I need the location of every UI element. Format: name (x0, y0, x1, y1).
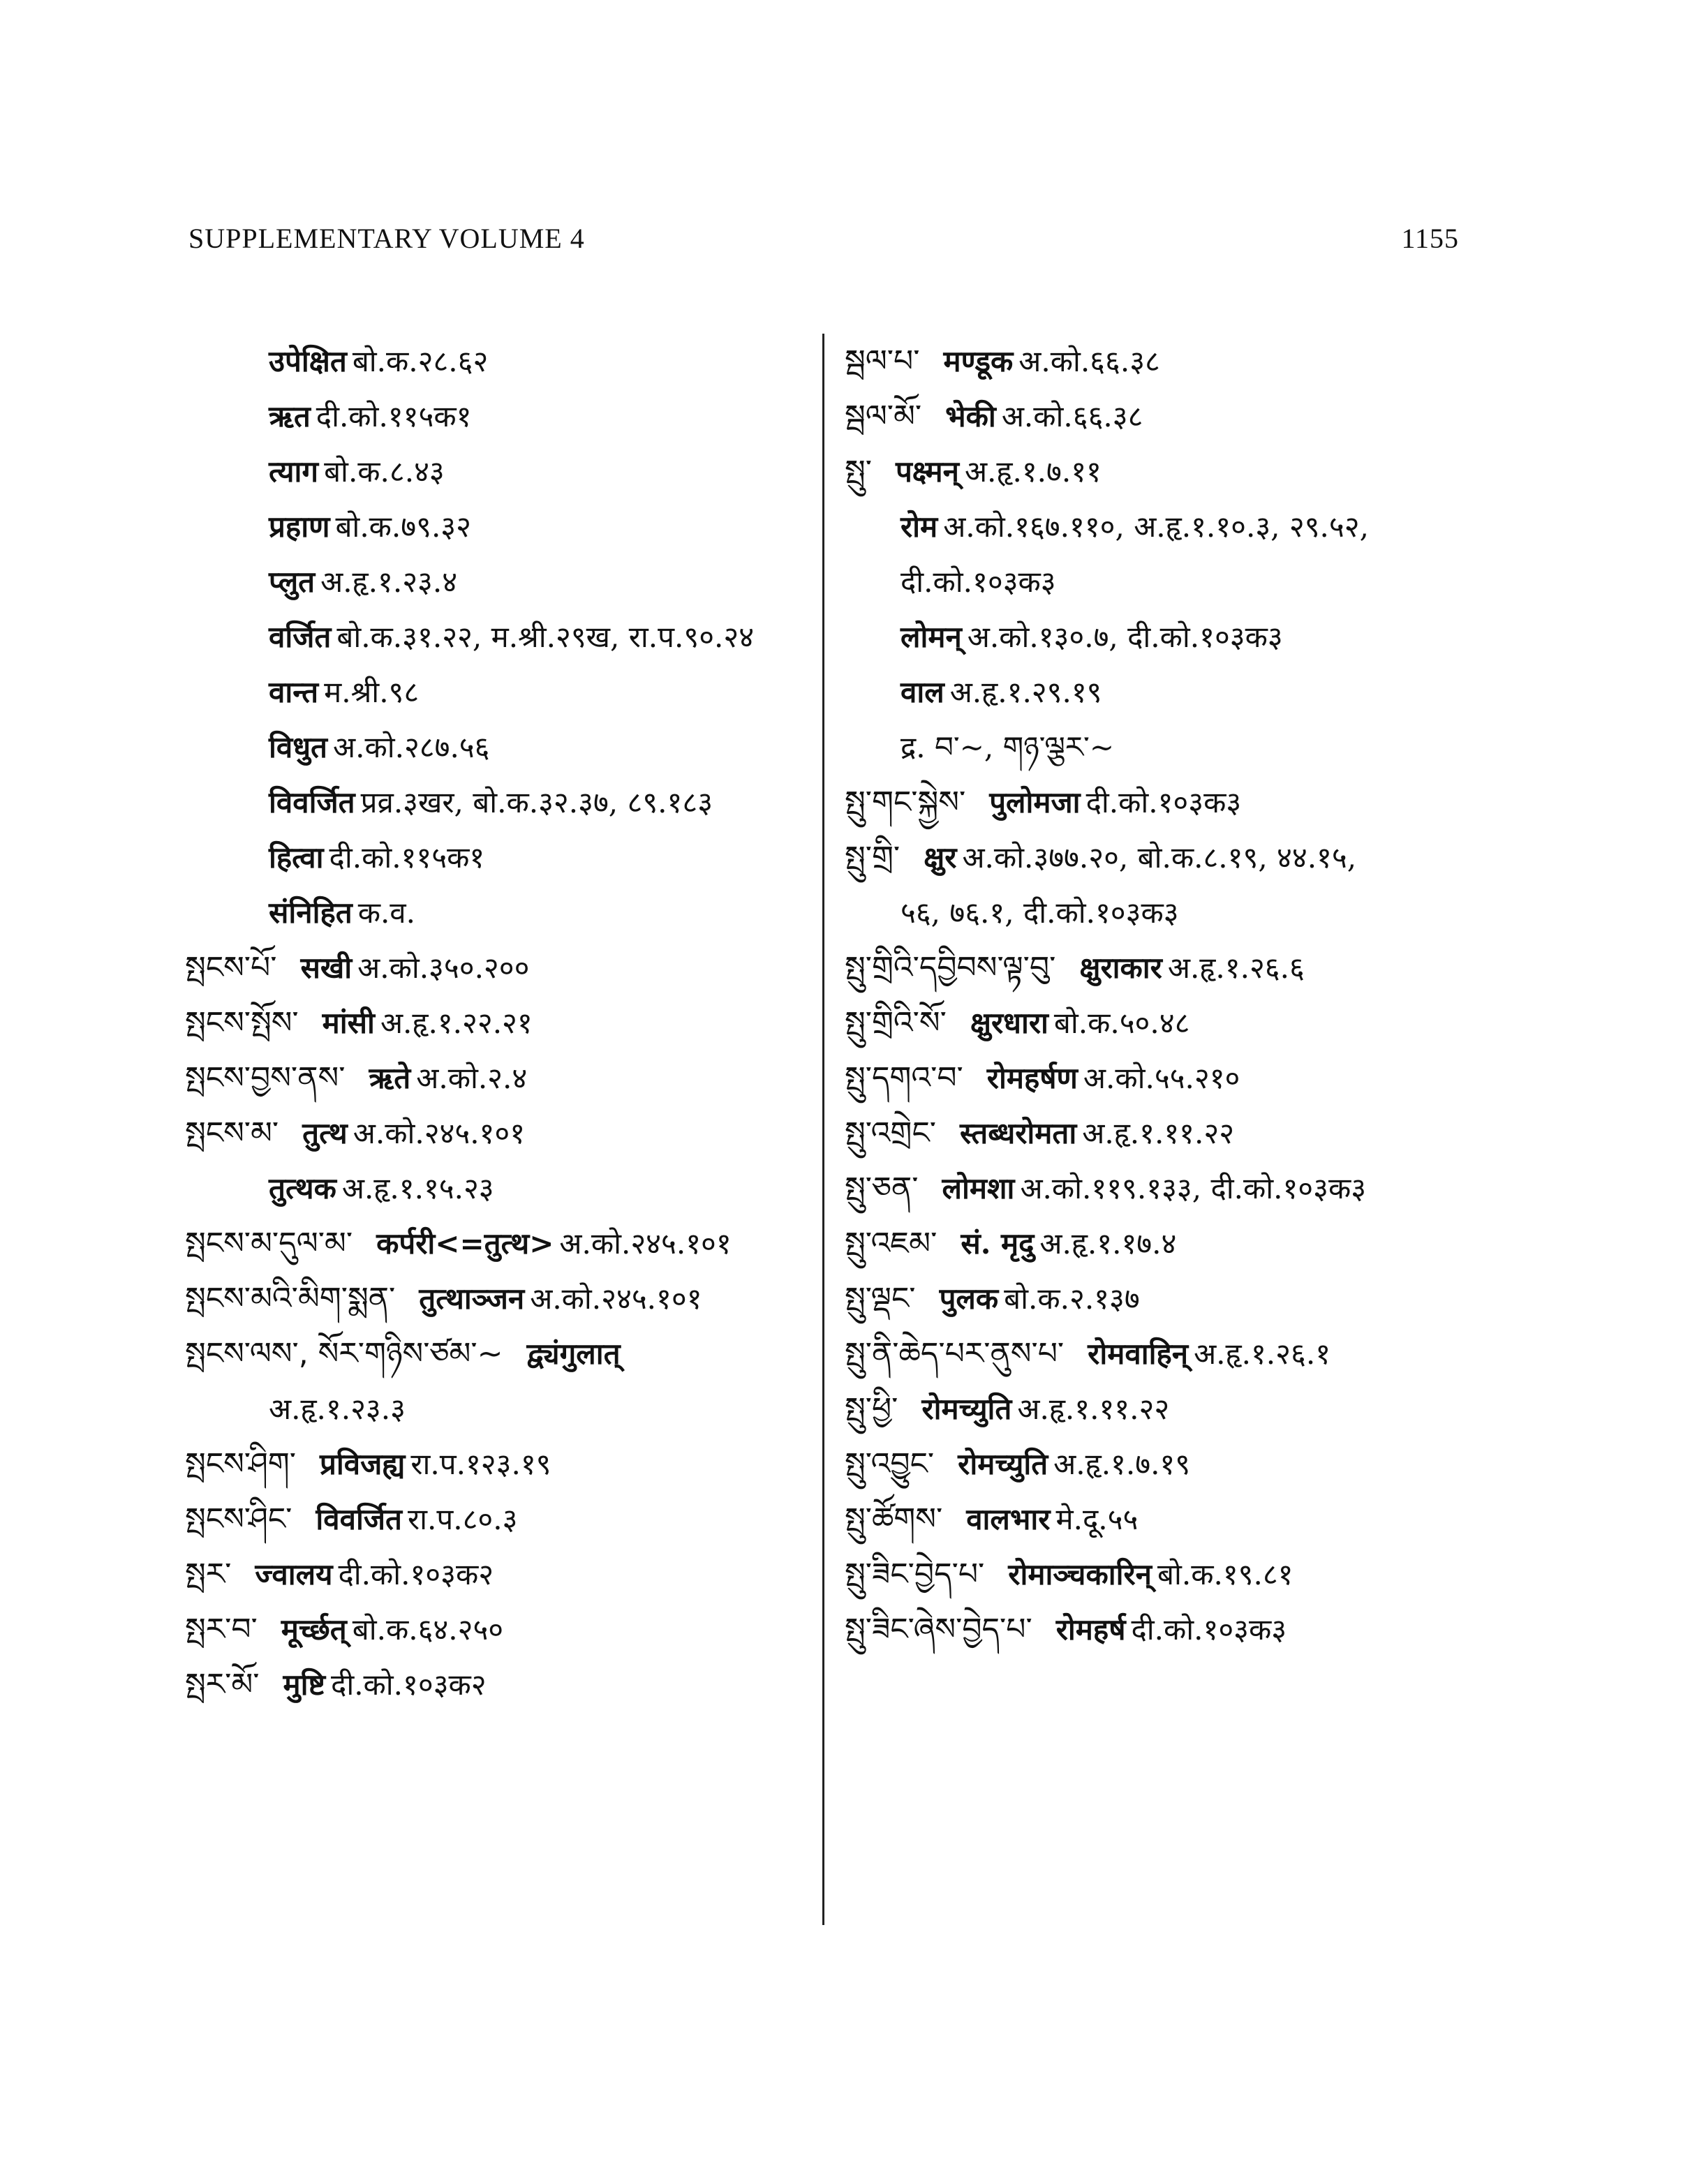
source-reference: दी.को.१०३क२ (331, 1667, 487, 1702)
dictionary-entry (185, 389, 813, 444)
sanskrit-equivalent: पक्ष्मन् (895, 454, 959, 489)
sanskrit-equivalent: प्रहाण (269, 510, 330, 544)
dictionary-entry (185, 1271, 813, 1326)
dictionary-entry (845, 1106, 1459, 1161)
sanskrit-equivalent: सं. मृदु (961, 1226, 1035, 1261)
source-reference: बो.क.२८.६२ (352, 344, 489, 378)
sanskrit-equivalent: सखी (300, 951, 353, 985)
tibetan-headword: སྤངས་མ་དུལ་མ་ (185, 1226, 353, 1261)
source-reference: अ.को.२४५.१०१ (559, 1226, 732, 1261)
sanskrit-equivalent: विवर्जित (269, 785, 355, 819)
tibetan-headword: སྤར་བ་ (185, 1612, 258, 1647)
tibetan-headword: སྤུ་འཇམ་ (845, 1226, 937, 1261)
tibetan-headword: སྤུ་ཕྱི་ (845, 1391, 898, 1427)
tibetan-headword: སྤངས་བྱས་ནས་ (185, 1060, 346, 1096)
page-number: 1155 (1401, 223, 1459, 254)
dictionary-entry (185, 554, 813, 609)
dictionary-entry (185, 609, 813, 664)
dictionary-entry (185, 1602, 813, 1657)
source-reference: अ.हृ.१.११.२२ (1082, 1116, 1235, 1150)
tibetan-headword: སྦལ་མོ་ (845, 399, 922, 434)
tibetan-headword: སྦལ་པ་ (845, 343, 920, 379)
tibetan-headword: སྤར་མོ་ (185, 1667, 260, 1702)
sanskrit-equivalent: रोमवाहिन् (1088, 1337, 1189, 1371)
source-reference: अ.हृ.१.७.११ (964, 454, 1102, 489)
sanskrit-equivalent: क्षुर (924, 840, 957, 875)
sanskrit-equivalent: रोम (900, 510, 938, 544)
tibetan-headword: སྤངས་པོ་ (185, 950, 277, 986)
sanskrit-equivalent: लोमशा (942, 1171, 1015, 1205)
tibetan-headword: སྤུ་འབྱུང་ (845, 1446, 935, 1482)
source-reference: बो.क.३१.२२, म.श्री.२९ख, रा.प.९०.२४ (336, 620, 755, 654)
sanskrit-equivalent: ऋते (369, 1061, 411, 1095)
running-title: SUPPLEMENTARY VOLUME 4 (188, 223, 585, 254)
source-reference: दी.को.१०३क३ (900, 565, 1056, 599)
tibetan-headword: སྤུ་གྲིའི་སོ་ (845, 1005, 947, 1041)
tibetan-headword: སྤངས་ཤིང་ (185, 1501, 292, 1537)
source-reference: क.व. (357, 896, 416, 930)
dictionary-entry (185, 1381, 813, 1436)
dictionary-entry (185, 720, 813, 775)
tibetan-headword: སྤངས་ཤིག་ (185, 1446, 296, 1482)
source-reference: अ.को.६६.३८ (1018, 344, 1160, 378)
source-reference: मे.दू.५५ (1055, 1502, 1139, 1536)
source-reference: बो.क.६४.२५० (352, 1612, 504, 1647)
source-reference: रा.प.१२३.१९ (410, 1447, 551, 1481)
sanskrit-equivalent: वर्जित (269, 620, 332, 654)
sanskrit-equivalent: द्व्यंगुलात् (526, 1337, 621, 1371)
dictionary-entry (845, 1161, 1459, 1216)
dictionary-entry (845, 1381, 1459, 1436)
source-reference: अ.को.११९.१३३, दी.को.१०३क३ (1020, 1171, 1367, 1205)
source-reference: म.श्री.९८ (324, 675, 420, 709)
dictionary-entry (185, 1050, 813, 1106)
source-reference: अ.को.२८७.५६ (333, 730, 490, 764)
tibetan-headword: སྤུ་དགའ་བ་ (845, 1060, 963, 1096)
sanskrit-equivalent: क्षुराकार (1079, 951, 1162, 985)
source-reference: अ.को.२४५.१०१ (530, 1282, 702, 1316)
dictionary-entry (845, 1436, 1459, 1492)
source-reference: दी.को.१०३क३ (1085, 785, 1242, 819)
tibetan-headword: སྤུ་གྲིའི་དབྱིབས་ལྟ་བུ་ (845, 950, 1056, 986)
dictionary-entry (185, 1436, 813, 1492)
sanskrit-equivalent: मुष्टि (283, 1667, 326, 1702)
sanskrit-equivalent: तुत्थाञ्जन (419, 1282, 525, 1316)
source-reference: अ.को.१६७.११०, अ.हृ.१.१०.३, २९.५२, (943, 510, 1369, 544)
dictionary-entry (185, 1326, 813, 1381)
source-reference: दी.को.१०३क२ (338, 1557, 494, 1591)
sanskrit-equivalent: प्लुत (269, 565, 316, 599)
dictionary-entry (845, 940, 1459, 995)
sanskrit-equivalent: उपेक्षित (269, 344, 347, 378)
source-reference: प्रव्र.३खर, बो.क.३२.३७, ८९.१८३ (360, 785, 713, 819)
dictionary-entry (185, 995, 813, 1050)
dictionary-entry (185, 664, 813, 720)
dictionary-entry (845, 1547, 1459, 1602)
source-reference: अ.हृ.१.२३.३ (269, 1392, 406, 1426)
sanskrit-equivalent: पुलक (939, 1282, 999, 1316)
sanskrit-equivalent: रोमच्युति (921, 1392, 1012, 1426)
dictionary-entry (845, 499, 1459, 554)
source-reference: अ.को.३५०.२०० (357, 951, 530, 985)
source-reference: अ.को.५५.२१० (1083, 1061, 1240, 1095)
dictionary-entry (845, 1050, 1459, 1106)
source-reference: अ.को.३७७.२०, बो.क.८.१९, ४४.१५, (962, 840, 1357, 875)
source-reference: बो.क.५०.४८ (1053, 1006, 1190, 1040)
source-reference: अ.को.२४५.१०१ (353, 1116, 526, 1150)
sanskrit-equivalent: कर्परी<=तुत्थ> (376, 1226, 554, 1261)
source-reference: अ.को.१३०.७, दी.को.१०३क३ (967, 620, 1283, 654)
tibetan-headword: སྤུ་ལྡང་ (845, 1281, 916, 1316)
column-divider (822, 334, 824, 1925)
dictionary-entry (185, 1547, 813, 1602)
sanskrit-equivalent: क्षुरधारा (970, 1006, 1048, 1040)
dictionary-entry (845, 775, 1459, 830)
dictionary-entry (845, 1492, 1459, 1547)
dictionary-entry (845, 1216, 1459, 1271)
tibetan-headword: སྤུ་ཅན་ (845, 1171, 919, 1206)
tibetan-headword: སྤུ་ཟིང་བྱེད་པ་ (845, 1557, 985, 1592)
source-reference: अ.हृ.१.७.१९ (1053, 1447, 1191, 1481)
sanskrit-equivalent: ऋत (269, 399, 311, 433)
source-reference: बो.क.८.४३ (324, 454, 445, 489)
dictionary-entry (185, 499, 813, 554)
sanskrit-equivalent: त्याग (269, 454, 319, 489)
source-reference: ५६, ७६.१, दी.को.१०३क३ (900, 896, 1179, 930)
sanskrit-equivalent: वाल (900, 675, 944, 709)
source-reference: अ.को.६६.३८ (1001, 399, 1143, 433)
sanskrit-equivalent: भेकी (945, 399, 996, 433)
dictionary-entry (845, 1602, 1459, 1657)
sanskrit-equivalent: रोमहर्ष (1055, 1612, 1126, 1647)
left-column (185, 334, 813, 1712)
dictionary-entry (845, 664, 1459, 720)
tibetan-headword: སྤུ་ནི་ཆེད་པར་ནུས་པ་ (845, 1336, 1065, 1372)
dictionary-entry (185, 1216, 813, 1271)
source-reference: बो.क.१९.८१ (1157, 1557, 1294, 1591)
sanskrit-equivalent: वान्त (269, 675, 319, 709)
tibetan-headword: སྤུ་གང་སྐྱེས་ (845, 785, 966, 820)
tibetan-headword: སྤངས་མའི་མིག་སྨན་ (185, 1281, 396, 1316)
dictionary-entry (185, 830, 813, 885)
dictionary-entry (185, 940, 813, 995)
tibetan-headword: སྤངས་མ་ (185, 1115, 279, 1151)
sanskrit-equivalent: लोमन् (900, 620, 962, 654)
dictionary-entry (185, 775, 813, 830)
source-reference: अ.हृ.१.२६.१ (1194, 1337, 1331, 1371)
dictionary-entry (845, 830, 1459, 885)
sanskrit-equivalent: विवर्जित (316, 1502, 402, 1536)
sanskrit-equivalent: मूर्च्छत् (281, 1612, 347, 1647)
dictionary-entry (845, 995, 1459, 1050)
sanskrit-equivalent: मांसी (322, 1006, 375, 1040)
source-reference: अ.हृ.१.१५.२३ (341, 1171, 494, 1205)
source-reference: अ.हृ.१.२९.१९ (949, 675, 1102, 709)
tibetan-headword: སྤངས་ལས་, སོར་གཉིས་ཙམ་~ (185, 1336, 503, 1372)
dictionary-entry (845, 554, 1459, 609)
sanskrit-equivalent: हित्वा (269, 840, 324, 875)
source-reference: दी.को.११५क१ (316, 399, 472, 433)
sanskrit-equivalent: तुत्थक (269, 1171, 336, 1205)
sanskrit-equivalent: रोमहर्षण (986, 1061, 1078, 1095)
sanskrit-equivalent: रोमच्युति (958, 1447, 1048, 1481)
dictionary-entry (185, 1161, 813, 1216)
source-reference: अ.हृ.१.११.२२ (1017, 1392, 1170, 1426)
dictionary-entry (845, 334, 1459, 389)
right-column (845, 334, 1459, 1657)
dictionary-entry (845, 389, 1459, 444)
sanskrit-equivalent: मण्डूक (943, 344, 1014, 378)
dictionary-entry (845, 444, 1459, 499)
dictionary-entry (845, 885, 1459, 940)
source-reference: अ.हृ.१.२६.६ (1167, 951, 1305, 985)
tibetan-headword: སྤུ་འགྲེང་ (845, 1115, 936, 1151)
source-reference: रा.प.८०.३ (407, 1502, 518, 1536)
sanskrit-equivalent: रोमाञ्चकारिन् (1008, 1557, 1152, 1591)
dictionary-entry (845, 720, 1459, 775)
tibetan-headword: སྤུ་ཚོགས་ (845, 1501, 943, 1537)
tibetan-headword: སྤར་ (185, 1557, 232, 1592)
source-reference: अ.हृ.१.१७.४ (1039, 1226, 1177, 1261)
source-reference: अ.हृ.१.२२.२१ (380, 1006, 533, 1040)
dictionary-entry (845, 1326, 1459, 1381)
sanskrit-equivalent: प्रविजह्य (319, 1447, 406, 1481)
sanskrit-equivalent: पुलोमजा (989, 785, 1081, 819)
source-reference: बो.क.२.१३७ (1004, 1282, 1140, 1316)
tibetan-headword: སྤངས་སྤོས་ (185, 1005, 299, 1041)
source-reference: बो.क.७९.३२ (335, 510, 471, 544)
dictionary-entry (185, 1492, 813, 1547)
sanskrit-equivalent: वालभार (966, 1502, 1051, 1536)
dictionary-entry (845, 609, 1459, 664)
dictionary-entry (185, 885, 813, 940)
sanskrit-equivalent: ज्वालय (255, 1557, 333, 1591)
dictionary-entry (185, 1657, 813, 1712)
source-reference: दी.को.११५क१ (329, 840, 485, 875)
sanskrit-equivalent: तुत्थ (302, 1116, 348, 1150)
sanskrit-equivalent: स्तब्धरोमता (959, 1116, 1077, 1150)
dictionary-entry (185, 444, 813, 499)
source-reference: दी.को.१०३क३ (1131, 1612, 1287, 1647)
page-header (188, 222, 1459, 264)
dictionary-entry (185, 1106, 813, 1161)
tibetan-headword: སྤུ་གྲི་ (845, 840, 900, 875)
sanskrit-equivalent: विधुत (269, 730, 328, 764)
source-reference: अ.हृ.१.२३.४ (320, 565, 458, 599)
tibetan-headword: སྤུ་ (845, 454, 872, 489)
sanskrit-equivalent: संनिहित (269, 896, 353, 930)
source-reference: द्र. བ་~, གཉ་ལྕར་~ (900, 730, 1115, 764)
dictionary-entry (845, 1271, 1459, 1326)
tibetan-headword: སྤུ་ཟིང་ཞེས་བྱེད་པ་ (845, 1612, 1032, 1647)
dictionary-entry (185, 334, 813, 389)
source-reference: अ.को.२.४ (416, 1061, 528, 1095)
